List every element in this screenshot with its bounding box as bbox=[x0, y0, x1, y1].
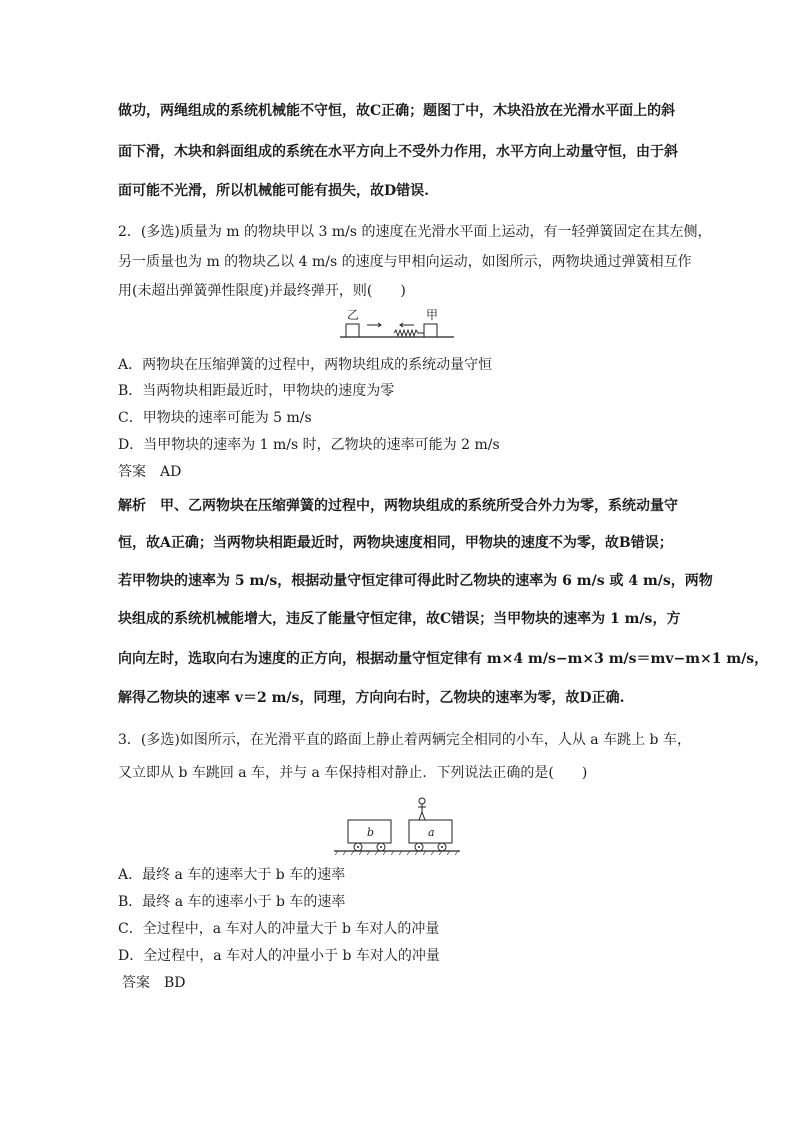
question-3-stem: 又立即从 b 车跳回 a 车，并与 a 车保持相对静止．下列说法正确的是( ) bbox=[118, 765, 588, 781]
question-2-stem: 2．(多选)质量为 m 的物块甲以 3 m/s 的速度在光滑水平面上运动，有一轻弹簧固定在其左侧， bbox=[118, 224, 712, 240]
question-2-analysis: 恒，故A正确；当两物块相距最近时，两物块速度相同，甲物块的速度不为零，故B错误； bbox=[118, 535, 673, 551]
question-2-answer: 答案 AD bbox=[118, 464, 182, 480]
question-2-analysis: 解得乙物块的速率 v＝2 m/s，同理，方向向右时，乙物块的速率为零，故D正确. bbox=[118, 690, 625, 706]
spring-blocks-figure bbox=[340, 305, 460, 345]
question-2-analysis: 向向左时，选取向右为速度的正方向，根据动量守恒定律有 m×4 m/s−m×3 m/s＝mv−m×1 m/s， bbox=[118, 651, 769, 667]
question-3-answer: 答案 BD bbox=[122, 975, 186, 991]
question-3-option-d: D．全过程中，a 车对人的冲量小于 b 车对人的冲量 bbox=[118, 948, 440, 964]
block-label-jia: 甲 bbox=[426, 308, 439, 322]
question-3-option-c: C．全过程中，a 车对人的冲量大于 b 车对人的冲量 bbox=[118, 921, 440, 937]
block-label-yi: 乙 bbox=[347, 308, 360, 322]
question-2-stem: 另一质量也为 m 的物块乙以 4 m/s 的速度与甲相向运动，如图所示，两物块通过弹簧相互作 bbox=[118, 254, 692, 270]
question-3-option-b: B．最终 a 车的速率小于 b 车的速率 bbox=[118, 894, 346, 910]
cart-a-label: a bbox=[428, 826, 435, 839]
question-2-option-a: A．两物块在压缩弹簧的过程中，两物块组成的系统动量守恒 bbox=[118, 357, 493, 373]
cart-b-label: b bbox=[367, 826, 375, 839]
spring-icon bbox=[394, 330, 424, 336]
question-3-stem: 3．(多选)如图所示，在光滑平直的路面上静止着两辆完全相同的小车，人从 a 车跳上 b 车， bbox=[118, 732, 691, 748]
question-2-analysis: 块组成的系统机械能增大，违反了能量守恒定律，故C错误；当甲物块的速率为 1 m/s，方 bbox=[118, 611, 681, 627]
person-icon bbox=[418, 798, 426, 820]
analysis-text-line: 面下滑，木块和斜面组成的系统在水平方向上不受外力作用，水平方向上动量守恒，由于斜 bbox=[118, 144, 678, 160]
question-2-analysis: 解析 甲、乙两物块在压缩弹簧的过程中，两物块组成的系统所受合外力为零，系统动量守 bbox=[118, 498, 678, 514]
analysis-text-line: 面可能不光滑，所以机械能可能有损失，故D错误. bbox=[118, 183, 430, 199]
question-2-analysis: 若甲物块的速率为 5 m/s，根据动量守恒定律可得此时乙物块的速率为 6 m/s 或 4 m/s，两物 bbox=[118, 573, 713, 589]
question-2-option-c: C．甲物块的速率可能为 5 m/s bbox=[118, 410, 312, 426]
question-2-stem: 用(未超出弹簧弹性限度)并最终弹开，则( ) bbox=[118, 283, 406, 299]
question-2-option-d: D．当甲物块的速率为 1 m/s 时，乙物块的速率可能为 2 m/s bbox=[118, 437, 500, 453]
analysis-text-line: 做功，两绳组成的系统机械能不守恒，故C正确；题图丁中，木块沿放在光滑水平面上的斜 bbox=[118, 103, 676, 119]
carts-figure bbox=[330, 793, 465, 858]
block-jia bbox=[424, 324, 437, 337]
block-yi bbox=[346, 324, 359, 337]
question-3-option-a: A．最终 a 车的速率大于 b 车的速率 bbox=[118, 867, 346, 883]
question-2-option-b: B．当两物块相距最近时，甲物块的速度为零 bbox=[118, 383, 395, 399]
